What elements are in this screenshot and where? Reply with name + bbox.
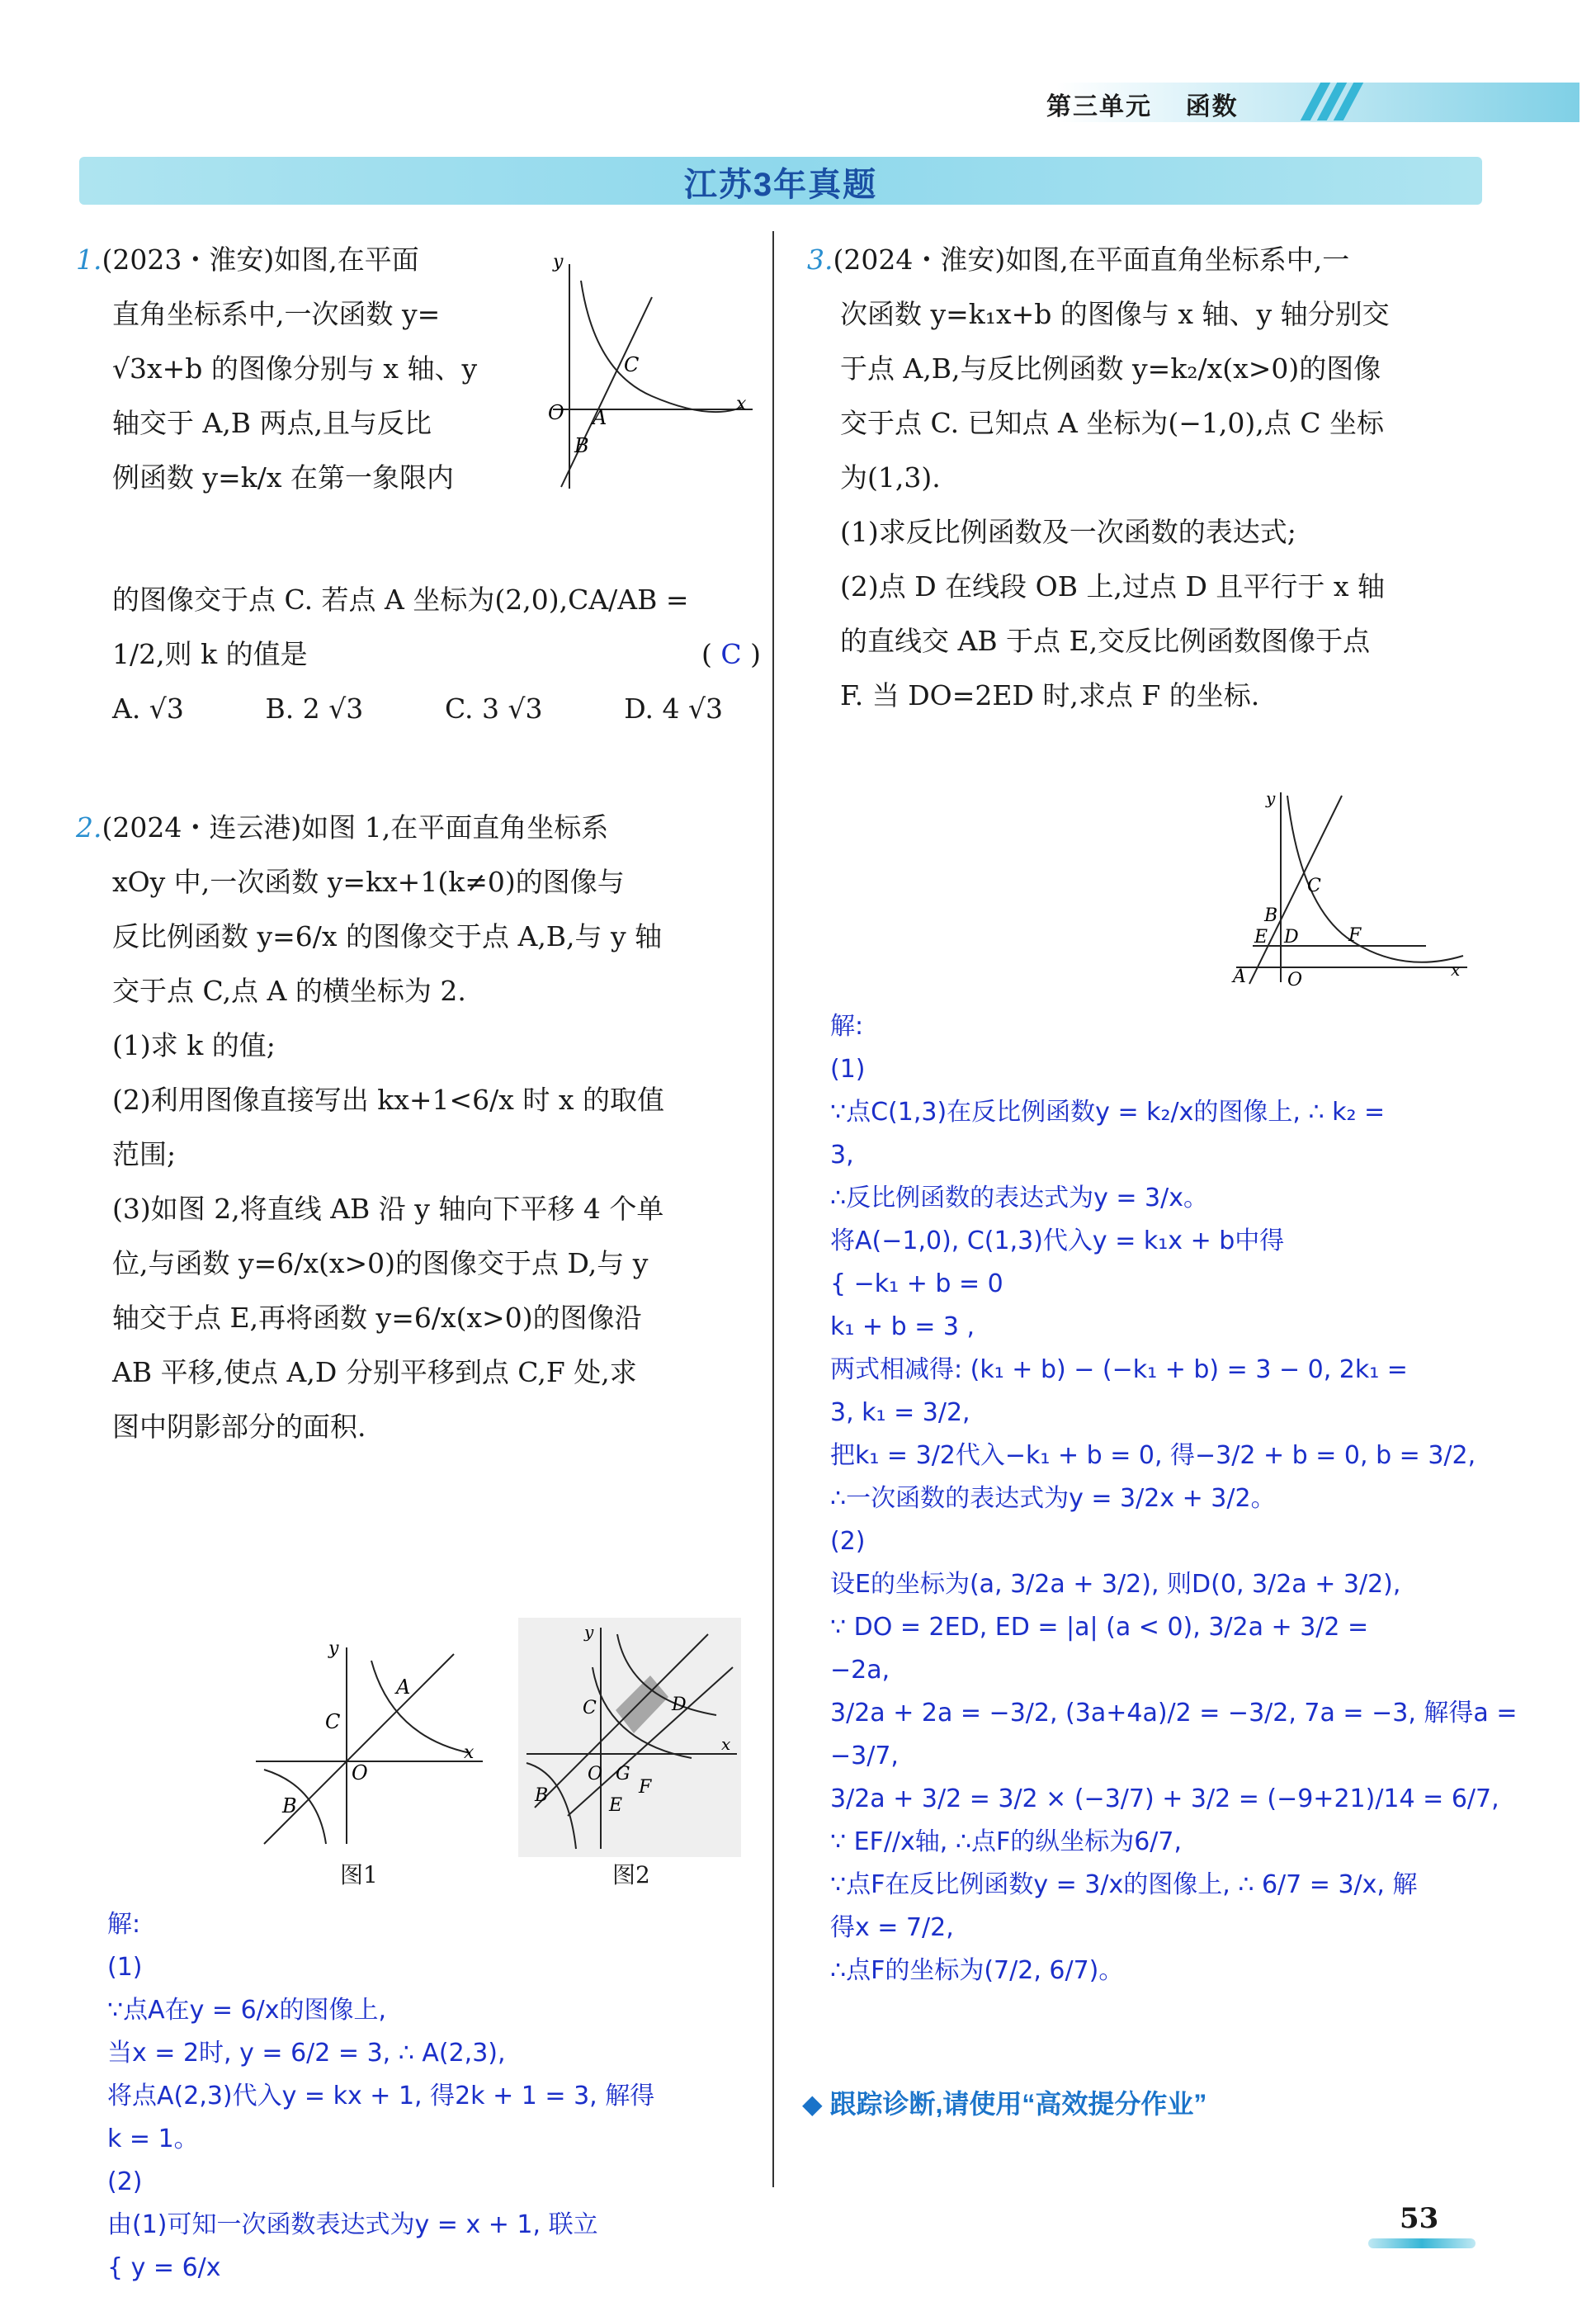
- footer-tip-text: 跟踪诊断,请使用“高效提分作业”: [829, 2089, 1207, 2119]
- q3-solution-line: ∴反比例函数的表达式为y = 3/x。: [830, 1184, 1208, 1212]
- q3-solution-line: (2): [830, 1527, 866, 1556]
- q1-fig-label-b: B: [574, 434, 589, 457]
- header-title: [1046, 86, 1239, 122]
- q3-solution-line: 两式相减得: (k₁ + b) − (−k₁ + b) = 3 − 0, 2k₁ =: [830, 1355, 1408, 1384]
- q2-fig2-label-d: D: [672, 1694, 687, 1715]
- q2-fig2-label-b: B: [535, 1785, 549, 1806]
- q2-fig2-caption: 图2: [612, 1861, 650, 1888]
- q1-line: √3x+b 的图像分别与 x 轴、y: [112, 352, 478, 385]
- header-unit: 第三单元: [1046, 93, 1152, 121]
- q3-fig-label-a: A: [1233, 967, 1246, 987]
- q3-line: 次函数 y=k₁x+b 的图像与 x 轴、y 轴分别交: [840, 298, 1390, 330]
- q2-solution-line: 由(1)可知一次函数表达式为y = x + 1, 联立: [107, 2210, 598, 2239]
- page-number-decoration: [1368, 2238, 1476, 2248]
- q3-solution: [830, 1005, 1517, 1992]
- q1-line: 轴交于 A,B 两点,且与反比: [112, 407, 432, 439]
- section-title: 江苏3年真题: [683, 167, 878, 203]
- q3-line: F. 当 DO=2ED 时,求点 F 的坐标.: [840, 679, 1260, 711]
- q2-fig2-label-g: G: [616, 1764, 630, 1784]
- q3-line: (2)点 D 在线段 OB 上,过点 D 且平行于 x 轴: [840, 570, 1385, 603]
- q1-fig-label-a: A: [593, 406, 607, 429]
- diamond-icon: ◆: [802, 2089, 823, 2119]
- q3-solution-line: k₁ + b = 3 ,: [830, 1312, 975, 1341]
- q2-fig1-label-y: y: [328, 1638, 339, 1659]
- q3-fig-label-d: D: [1284, 927, 1299, 948]
- q3-fig-label-o: O: [1287, 970, 1303, 990]
- q2-fig2-label-o: O: [588, 1764, 603, 1784]
- q3-solution-line: 解:: [830, 1012, 864, 1041]
- q3-fig-label-x: x: [1451, 960, 1461, 980]
- q3-fig-label-y: y: [1266, 788, 1276, 808]
- q1-text-top: [76, 233, 571, 505]
- q3-solution-line: { −k₁ + b = 0: [830, 1269, 1003, 1298]
- q1-fig-label-c: C: [624, 353, 640, 376]
- q3-solution-line: 3,: [830, 1141, 854, 1170]
- q3-line: (2024・淮安)如图,在平面直角坐标系中,一: [833, 243, 1350, 276]
- q2-solution-line: 当x = 2时, y = 6/2 = 3, ∴ A(2,3),: [107, 2039, 506, 2068]
- q3-solution-line: ∵ EF//x轴, ∴点F的纵坐标为6/7,: [830, 1827, 1183, 1856]
- q3-figure: [1228, 784, 1476, 990]
- column-divider: [772, 231, 774, 2187]
- q1-number: 1.: [76, 243, 102, 276]
- q2-fig2-label-x: x: [721, 1734, 731, 1754]
- q1-line: 直角坐标系中,一次函数 y=: [112, 298, 441, 330]
- q2-solution-line: ∵点A在y = 6/x的图像上,: [107, 1996, 387, 2025]
- q2-solution-line: (2): [107, 2167, 143, 2196]
- q1-answer: C: [720, 638, 742, 670]
- q2-line: 轴交于点 E,再将函数 y=6/x(x>0)的图像沿: [112, 1302, 642, 1334]
- q2-figure-2: [518, 1618, 741, 1857]
- q2-text: [76, 801, 769, 1454]
- q2-number: 2.: [76, 811, 102, 844]
- q2-solution-line: 将点A(2,3)代入y = kx + 1, 得2k + 1 = 3, 解得: [107, 2082, 655, 2110]
- q3-solution-line: 3/2a + 3/2 = 3/2 × (−3/7) + 3/2 = (−9+21)/14 = 6/7,: [830, 1784, 1499, 1813]
- q2-line: (2024・连云港)如图 1,在平面直角坐标系: [102, 811, 609, 844]
- q1-figure: [536, 248, 759, 495]
- q3-solution-line: ∴点F的坐标为(7/2, 6/7)。: [830, 1956, 1124, 1985]
- q3-solution-line: 3, k₁ = 3/2,: [830, 1398, 970, 1427]
- q3-solution-line: (1): [830, 1055, 866, 1084]
- q2-line: 位,与函数 y=6/x(x>0)的图像交于点 D,与 y: [112, 1247, 649, 1279]
- page-number: 53: [1400, 2202, 1439, 2235]
- q2-fig1-label-c: C: [325, 1710, 341, 1733]
- q2-fig2-label-f: F: [639, 1777, 652, 1798]
- q2-fig2-label-c: C: [583, 1698, 597, 1718]
- q1-line: 1/2,则 k 的值是: [112, 638, 308, 670]
- q3-text: [807, 233, 1492, 723]
- q3-line: 交于点 C. 已知点 A 坐标为(−1,0),点 C 坐标: [840, 407, 1384, 439]
- q1-option: C. 3 √3: [444, 692, 543, 725]
- q1-option: D. 4 √3: [624, 692, 723, 725]
- header-topic: 函数: [1185, 93, 1239, 121]
- q3-solution-line: −2a,: [830, 1656, 890, 1685]
- q1-line: 的图像交于点 C. 若点 A 坐标为(2,0),CA/AB =: [112, 584, 689, 616]
- q2-line: (1)求 k 的值;: [112, 1029, 276, 1061]
- q1-fig-label-o: O: [548, 401, 564, 424]
- q2-line: 图中阴影部分的面积.: [112, 1411, 366, 1443]
- q2-line: AB 平移,使点 A,D 分别平移到点 C,F 处,求: [112, 1356, 637, 1388]
- q1-text-bottom: 的图像交于点 C. 若点 A 坐标为(2,0),CA/AB = 1/2,则 k 的值是 ( C ) A. √3 B. 2 √3 C. 3 √3 D. 4 √3: [112, 573, 764, 736]
- q3-number: 3.: [807, 243, 833, 276]
- q2-fig2-label-y: y: [584, 1622, 594, 1642]
- q3-solution-line: ∵点C(1,3)在反比例函数y = k₂/x的图像上, ∴ k₂ =: [830, 1098, 1386, 1127]
- q3-line: (1)求反比例函数及一次函数的表达式;: [840, 516, 1296, 548]
- q2-fig1-label-x: x: [464, 1742, 475, 1763]
- q3-fig-label-e: E: [1254, 927, 1268, 948]
- q3-solution-line: 得x = 7/2,: [830, 1913, 954, 1942]
- q2-solution: [107, 1903, 654, 2290]
- q2-fig1-label-o: O: [352, 1761, 368, 1784]
- q2-solution-line: 解:: [107, 1910, 141, 1939]
- q3-fig-label-c: C: [1307, 876, 1321, 896]
- q1-fig-label-x: x: [736, 394, 747, 414]
- q2-line: 交于点 C,点 A 的横坐标为 2.: [112, 975, 466, 1007]
- q1-option: A. √3: [112, 692, 184, 725]
- q2-solution-line: (1): [107, 1953, 143, 1982]
- q2-fig1-label-a: A: [396, 1676, 411, 1699]
- q3-fig-label-b: B: [1264, 905, 1278, 926]
- q1-line: (2023・淮安)如图,在平面: [102, 243, 419, 276]
- q3-line: 于点 A,B,与反比例函数 y=k₂/x(x>0)的图像: [840, 352, 1381, 385]
- q2-fig1-label-b: B: [282, 1794, 297, 1817]
- q2-line: 反比例函数 y=6/x 的图像交于点 A,B,与 y 轴: [112, 920, 663, 952]
- q2-line: (3)如图 2,将直线 AB 沿 y 轴向下平移 4 个单: [112, 1193, 664, 1225]
- q1-line: 例函数 y=k/x 在第一象限内: [112, 461, 454, 494]
- q2-figure-1: [248, 1638, 487, 1852]
- q1-option: B. 2 √3: [265, 692, 364, 725]
- q2-fig1-caption: 图1: [340, 1861, 378, 1888]
- q3-solution-line: −3/7,: [830, 1742, 899, 1770]
- q3-line: 的直线交 AB 于点 E,交反比例函数图像于点: [840, 625, 1371, 657]
- q2-solution-line: { y = 6/x: [107, 2253, 221, 2282]
- q3-solution-line: 将A(−1,0), C(1,3)代入y = k₁x + b中得: [830, 1227, 1285, 1255]
- q2-line: (2)利用图像直接写出 kx+1<6/x 时 x 的取值: [112, 1084, 664, 1116]
- q3-solution-line: 3/2a + 2a = −3/2, (3a+4a)/2 = −3/2, 7a = −3, 解得a =: [830, 1699, 1518, 1728]
- q3-solution-line: ∵ DO = 2ED, ED = |a| (a < 0), 3/2a + 3/2 =: [830, 1613, 1369, 1642]
- q3-solution-line: 把k₁ = 3/2代入−k₁ + b = 0, 得−3/2 + b = 0, b = 3/2,: [830, 1441, 1476, 1470]
- q3-solution-line: 设E的坐标为(a, 3/2a + 3/2), 则D(0, 3/2a + 3/2),: [830, 1570, 1401, 1599]
- q3-solution-line: ∵点F在反比例函数y = 3/x的图像上, ∴ 6/7 = 3/x, 解: [830, 1870, 1418, 1899]
- q2-solution-line: k = 1。: [107, 2125, 199, 2153]
- q2-fig2-label-e: E: [609, 1795, 623, 1816]
- q2-line: 范围;: [112, 1138, 177, 1170]
- q2-line: xOy 中,一次函数 y=kx+1(k≠0)的图像与: [112, 866, 625, 898]
- q3-solution-line: ∴一次函数的表达式为y = 3/2x + 3/2。: [830, 1484, 1276, 1513]
- q1-fig-label-y: y: [553, 252, 564, 272]
- q3-line: 为(1,3).: [840, 461, 941, 494]
- footer-tip: [802, 2083, 1206, 2121]
- q3-fig-label-f: F: [1348, 925, 1362, 946]
